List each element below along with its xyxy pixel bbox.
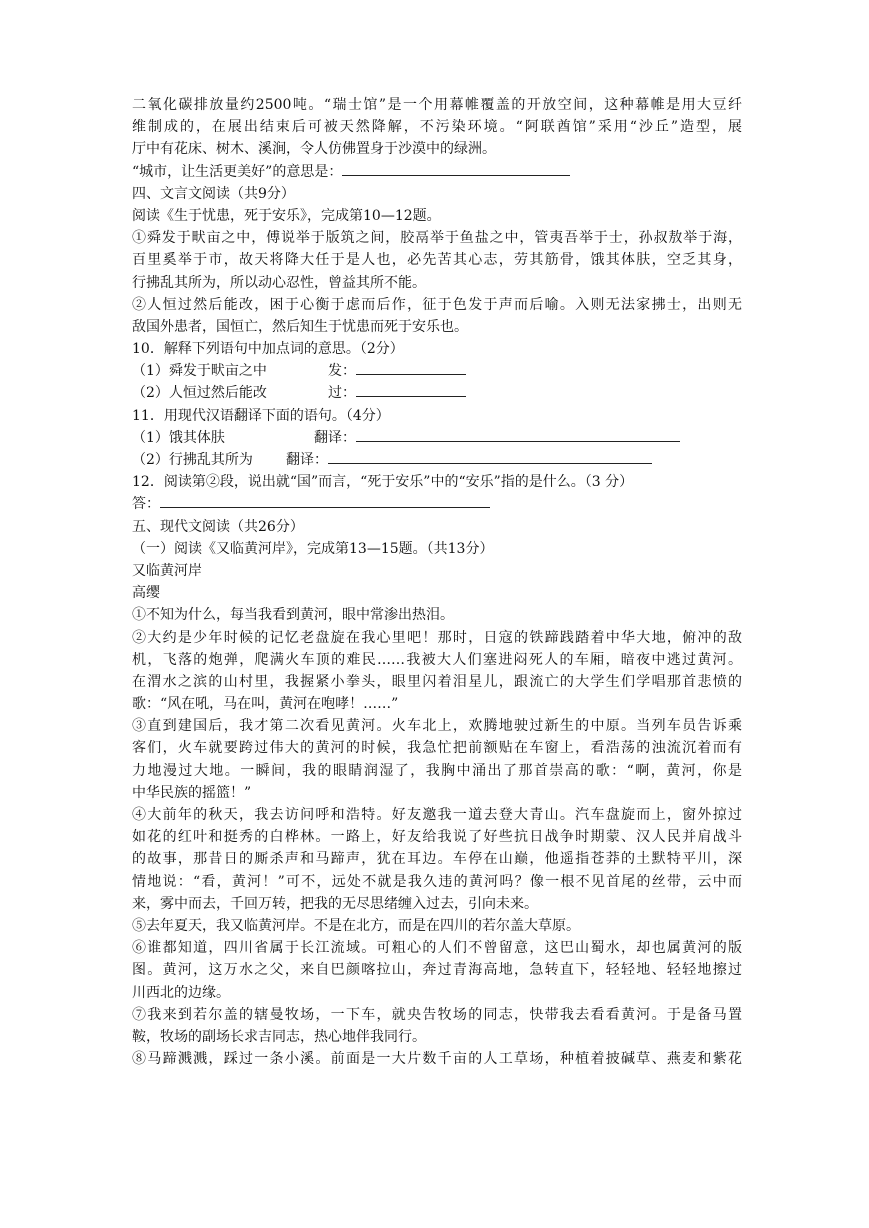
- text-line: 图。黄河，这万水之父，来自巴颜喀拉山，奔过青海高地，急转直下，轻轻地、轻轻地擦过: [132, 962, 742, 979]
- section-heading: 五、现代文阅读（共26分）: [132, 518, 304, 535]
- answer-label: 发：: [328, 363, 356, 380]
- question-line: [132, 161, 742, 183]
- sub-question-line: [132, 449, 742, 471]
- text-line: ③直到建国后，我才第二次看见黄河。火车北上，欢腾地驶过新生的中原。当列车员告诉乘: [132, 718, 742, 735]
- answer-blank: [342, 161, 570, 176]
- answer-blank: [356, 427, 680, 442]
- answer-label: 翻译：: [286, 452, 328, 468]
- text-line: ⑤去年夏天，我又临黄河岸。不是在北方，而是在四川的若尔盖大草原。: [132, 917, 580, 934]
- answer-blank: [356, 360, 466, 375]
- text-line: ⑧马蹄溅溅，踩过一条小溪。前面是一大片数千亩的人工草场，种植着披碱草、燕麦和紫花: [132, 1051, 742, 1068]
- sub-question-line: [132, 360, 742, 382]
- question-line: 11．用现代汉语翻译下面的语句。（4分）: [132, 407, 390, 424]
- sub-question-text: （1）饿其体肤: [132, 429, 225, 446]
- text-line: 如花的红叶和挺秀的白桦林。一路上，好友给我说了好些抗日战争时期蒙、汉人民并肩战斗: [132, 829, 742, 846]
- question-line: 12．阅读第②段，说出就“国”而言，“死于安乐”中的“安乐”指的是什么。（3 分）: [132, 474, 634, 491]
- text-line: 维制成的，在展出结束后可被天然降解，不污染环境。“阿联酋馆”采用“沙丘”造型，展: [132, 119, 742, 136]
- answer-label: 答：: [132, 496, 160, 513]
- question-line: 10．解释下列语句中加点词的意思。（2分）: [132, 341, 404, 358]
- text-line: 歌：“风在吼，马在叫，黄河在咆哮！……”: [132, 696, 399, 713]
- text-line: 厅中有花床、树木、溪涧，令人仿佛置身于沙漠中的绿洲。: [132, 141, 496, 158]
- text-line: 百里奚举于市，故天将降大任于是人也，必先苦其心志，劳其筋骨，饿其体肤，空乏其身，: [132, 252, 742, 269]
- article-title: 又临黄河岸: [132, 562, 202, 579]
- text-line: 二氧化碳排放量约2500吨。“瑞士馆”是一个用幕帷覆盖的开放空间，这种幕帷是用大豆纤: [132, 97, 742, 113]
- answer-blank: [160, 493, 490, 508]
- text-line: ⑥谁都知道，四川省属于长江流域。可粗心的人们不曾留意，这巴山蜀水，却也属黄河的版: [132, 940, 742, 957]
- sub-question-text: （2）人恒过然后能改: [132, 385, 267, 402]
- answer-label: 过：: [328, 385, 356, 402]
- text-line: 敌国外患者，国恒亡，然后知生于忧患而死于安乐也。: [132, 318, 468, 335]
- answer-blank: [328, 449, 652, 464]
- instruction-line: （一）阅读《又临黄河岸》，完成第13—15题。（共13分）: [132, 540, 494, 557]
- text-line: ①不知为什么，每当我看到黄河，眼中常渗出热泪。: [132, 607, 454, 624]
- text-line: 力地漫过大地。一瞬间，我的眼睛润湿了，我胸中涌出了那首崇高的歌：“啊，黄河，你是: [132, 762, 742, 779]
- text-line: 在渭水之滨的山村里，我握紧小拳头，眼里闪着泪星儿，跟流亡的大学生们学唱那首悲愤的: [132, 673, 742, 690]
- instruction-line: 阅读《生于忧患，死于安乐》，完成第10—12题。: [132, 207, 441, 224]
- text-line: 行拂乱其所为，所以动心忍性，曾益其所不能。: [132, 274, 426, 291]
- article-author: 高缨: [132, 585, 160, 602]
- text-line: ②大约是少年时候的记忆老盘旋在我心里吧！那时，日寇的铁蹄践踏着中华大地，俯冲的敌: [132, 629, 742, 646]
- text-line: 情地说：“看，黄河！”可不，远处不就是我久违的黄河吗？像一根不见首尾的丝带，云中而: [132, 873, 742, 890]
- document-body: [132, 94, 742, 1070]
- sub-question-text: （2）行拂乱其所为: [132, 452, 253, 468]
- sub-question-text: （1）舜发于畎亩之中: [132, 363, 267, 380]
- answer-line: [132, 493, 742, 515]
- sub-question-line: [132, 427, 742, 449]
- text-line: ④大前年的秋天，我去访问呼和浩特。好友邀我一道去登大青山。汽车盘旋而上，窗外掠过: [132, 807, 742, 823]
- text-line: 川西北的边缘。: [132, 984, 230, 1001]
- text-line: 鞍，牧场的副场长求吉同志，热心地伴我同行。: [132, 1028, 426, 1045]
- text-line: 中华民族的摇篮！”: [132, 784, 252, 801]
- answer-blank: [356, 382, 466, 397]
- sub-question-line: [132, 382, 742, 404]
- text-line: 客们，火车就要跨过伟大的黄河的时候，我急忙把前额贴在车窗上，看浩荡的浊流沉着而有: [132, 740, 742, 757]
- text-line: 机，飞落的炮弹，爬满火车顶的难民……我被大人们塞进闷死人的车厢，暗夜中逃过黄河。: [132, 651, 742, 668]
- text-line: ⑦我来到若尔盖的辖曼牧场，一下车，就央告牧场的同志，快带我去看看黄河。于是备马置: [132, 1006, 742, 1023]
- text-line: 来，雾中而去，千回万转，把我的无尽思绪缠入过去，引向未来。: [132, 895, 538, 912]
- question-text: “城市，让生活更美好”的意思是：: [132, 163, 343, 180]
- text-line: ①舜发于畎亩之中，傅说举于版筑之间，胶鬲举于鱼盐之中，管夷吾举于士，孙叔敖举于海，: [132, 230, 742, 247]
- text-line: ②人恒过然后能改，困于心衡于虑而后作，征于色发于声而后喻。入则无法家拂士，出则无: [132, 296, 742, 313]
- text-line: 的故事，那昔日的厮杀声和马蹄声，犹在耳边。车停在山巅，他遥指苍莽的土默特平川，深: [132, 851, 742, 868]
- answer-label: 翻译：: [314, 429, 356, 446]
- section-heading: 四、文言文阅读（共9分）: [132, 185, 295, 202]
